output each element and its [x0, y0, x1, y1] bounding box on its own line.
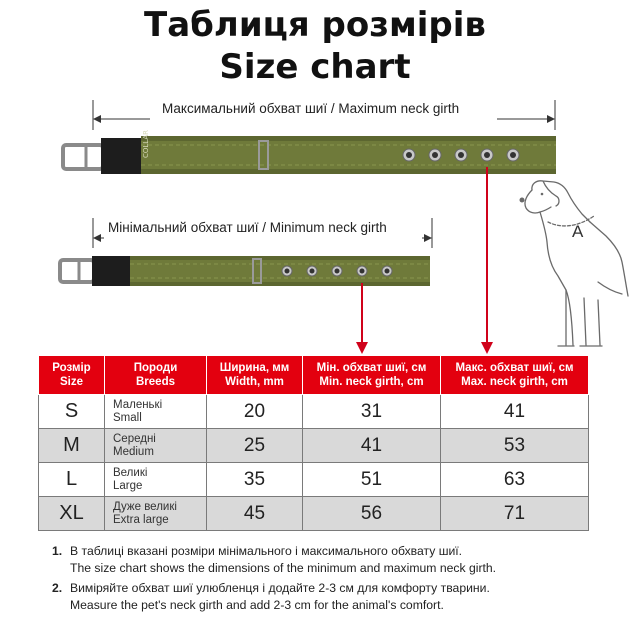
- width-cell: 35: [207, 463, 303, 497]
- header-breeds: Породи Breeds: [105, 356, 207, 395]
- width-cell: 45: [207, 497, 303, 531]
- dog-outline-icon: [520, 181, 629, 346]
- note-text-english: The size chart shows the dimensions of the minimum and maximum neck girth.: [70, 561, 497, 575]
- max-girth-cell: 63: [441, 463, 589, 497]
- notes-list: [52, 543, 612, 617]
- size-table: [38, 355, 589, 531]
- note-text-ukrainian: В таблиці вказані розміри мінімального і максимального обхвату шиї.: [70, 544, 463, 558]
- large-collar-image: [63, 130, 556, 174]
- breed-cell: Середні Medium: [105, 429, 207, 463]
- note-number: 1.: [52, 544, 63, 558]
- collar-brand-label: COLLAR: [142, 129, 150, 158]
- breed-cell: Дуже великі Extra large: [105, 497, 207, 531]
- min-girth-label: Мінімальний обхват шиї / Minimum neck girth: [108, 220, 387, 235]
- note-item: [52, 543, 612, 577]
- max-girth-cell: 41: [441, 395, 589, 429]
- title-english: Size chart: [219, 47, 411, 87]
- size-cell: S: [39, 395, 105, 429]
- size-cell: M: [39, 429, 105, 463]
- small-collar-image: [60, 256, 430, 286]
- header-width: Ширина, мм Width, mm: [207, 356, 303, 395]
- size-cell: XL: [39, 497, 105, 531]
- table-row: [39, 429, 589, 463]
- min-girth-cell: 51: [303, 463, 441, 497]
- breed-cell: Маленькі Small: [105, 395, 207, 429]
- note-text-english: Measure the pet's neck girth and add 2-3 cm for the animal's comfort.: [70, 598, 444, 612]
- table-row: [39, 463, 589, 497]
- note-item: [52, 580, 612, 614]
- table-row: [39, 395, 589, 429]
- width-cell: 20: [207, 395, 303, 429]
- table-header-row: [39, 356, 589, 395]
- max-girth-arrow: [481, 167, 493, 354]
- min-girth-arrow: [356, 283, 368, 354]
- min-girth-cell: 41: [303, 429, 441, 463]
- size-cell: L: [39, 463, 105, 497]
- breed-cell: Великі Large: [105, 463, 207, 497]
- max-girth-label: Максимальний обхват шиї / Maximum neck girth: [162, 101, 460, 116]
- header-max-girth: Макс. обхват шиї, см Max. neck girth, cm: [441, 356, 589, 395]
- dog-neck-label: A: [572, 222, 584, 241]
- max-girth-cell: 71: [441, 497, 589, 531]
- title-ukrainian: Таблиця розмірів: [144, 5, 486, 45]
- table-row: [39, 497, 589, 531]
- note-number: 2.: [52, 581, 63, 595]
- min-girth-cell: 56: [303, 497, 441, 531]
- max-girth-cell: 53: [441, 429, 589, 463]
- min-girth-cell: 31: [303, 395, 441, 429]
- header-size: Розмір Size: [39, 356, 105, 395]
- note-text-ukrainian: Виміряйте обхват шиї улюбленця і додайте 2-3 см для комфорту тварини.: [70, 581, 490, 595]
- header-min-girth: Мін. обхват шиї, см Min. neck girth, cm: [303, 356, 441, 395]
- width-cell: 25: [207, 429, 303, 463]
